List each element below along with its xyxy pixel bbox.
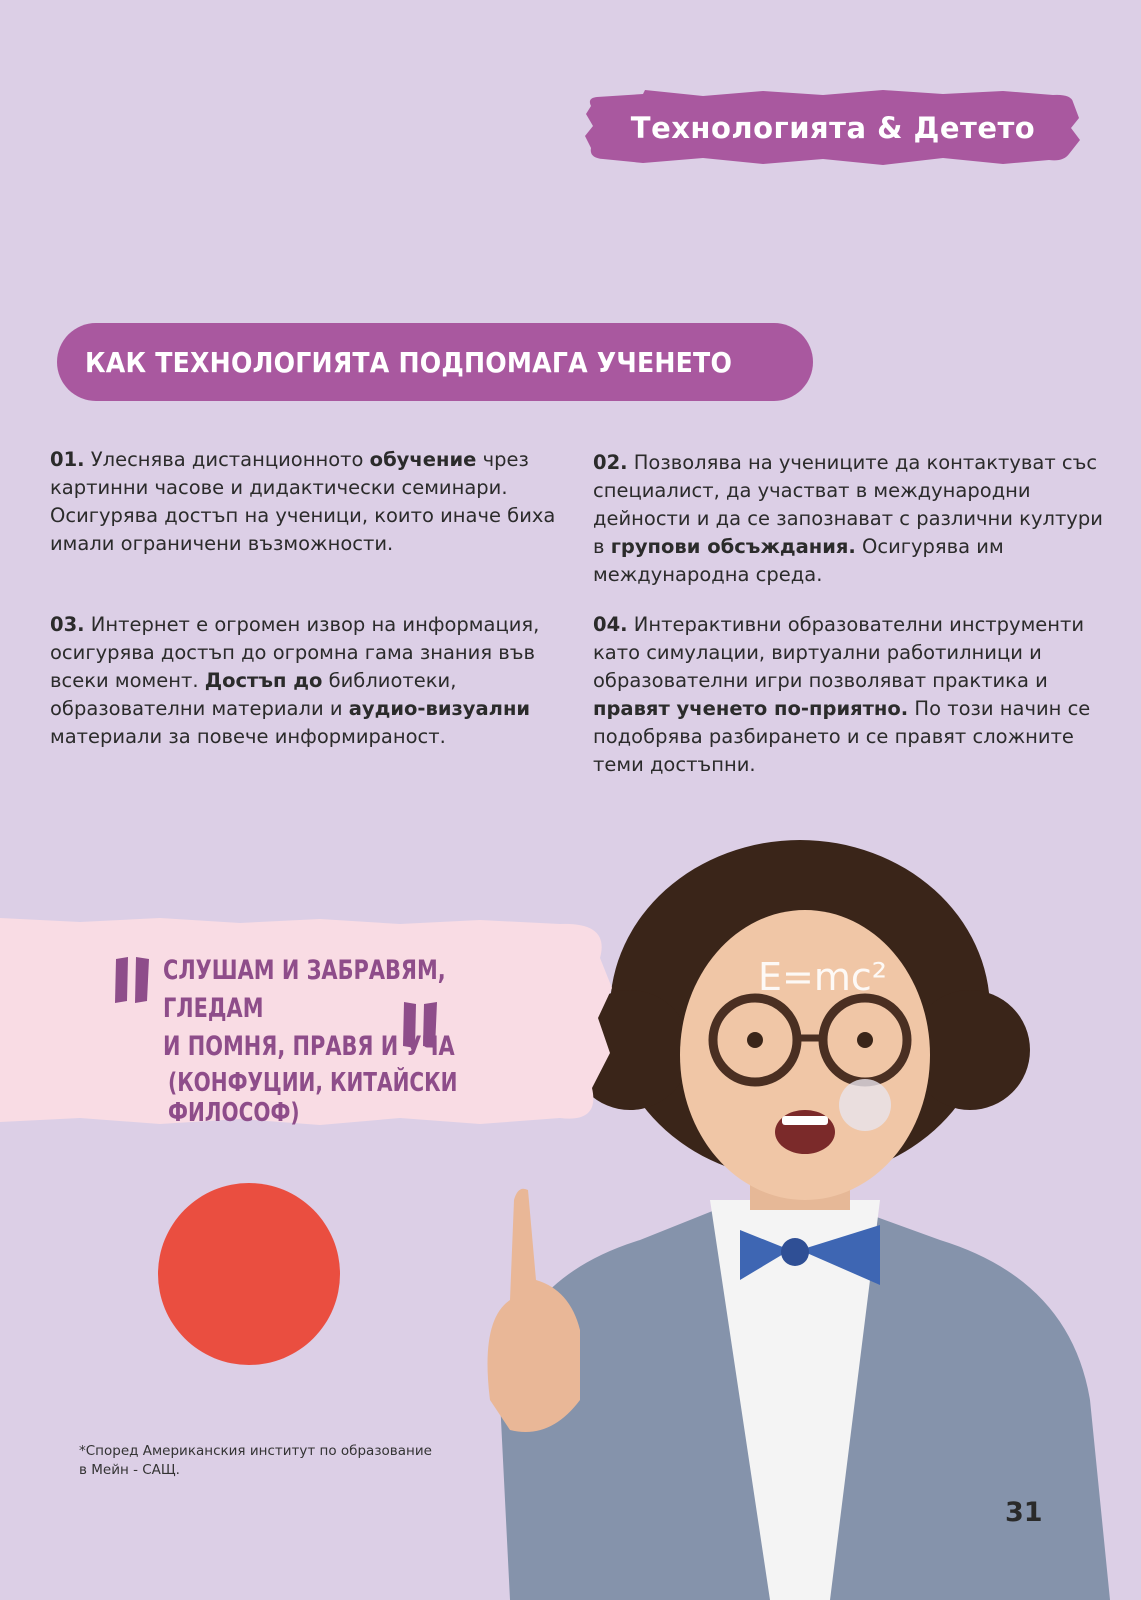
forehead-formula: E=mc² <box>758 955 887 999</box>
point-text: Осигурява им международна среда. <box>593 535 1004 586</box>
point-emphasis: обучение <box>369 448 477 471</box>
point-text: библиотеки, образователни материали и <box>50 669 457 720</box>
point-03 <box>50 611 580 751</box>
header-brush-banner <box>583 88 1083 168</box>
section-title-pill <box>57 323 813 401</box>
open-quote-icon <box>113 955 153 1005</box>
point-number: 04. <box>593 613 628 636</box>
point-number: 03. <box>50 613 85 636</box>
quote-line-2: И ПОМНЯ, ПРАВЯ И УЧА <box>163 1031 455 1062</box>
footnote <box>79 1442 459 1480</box>
footnote-line-1: *Според Американския институт по образование <box>79 1443 432 1459</box>
point-emphasis: аудио-визуални <box>348 697 531 720</box>
quote-line-1: СЛУШАМ И ЗАБРАВЯМ, ГЛЕДАМ <box>163 955 446 1024</box>
red-circle-decoration <box>158 1183 340 1365</box>
point-text: материали за повече информираност. <box>50 725 446 748</box>
section-title: КАК ТЕХНОЛОГИЯТА ПОДПОМАГА УЧЕНЕТО <box>85 345 733 379</box>
point-emphasis: Достъп до <box>204 669 323 692</box>
quote-text <box>163 952 490 1066</box>
point-emphasis: групови обсъждания. <box>610 535 856 558</box>
point-text: Интернет е огромен извор на информация, осигурява достъп до огромна гама знания във всеки момент. <box>50 613 540 692</box>
point-number: 02. <box>593 451 628 474</box>
point-04 <box>593 611 1113 779</box>
point-text: Позволява на учениците да контактуват със специалист, да участват в международни дейности и да се запознават с различни култури в <box>593 451 1103 558</box>
page-number: 31 <box>1005 1497 1043 1528</box>
point-01 <box>50 446 570 558</box>
point-text: По този начин се подобрява разбирането и се правят сложните теми достъпни. <box>593 697 1091 776</box>
point-emphasis: правят ученето по-приятно. <box>593 697 909 720</box>
point-text: чрез картинни часове и дидактически семинари. Осигурява достъп на ученици, които иначе биха имали ограничени възможности. <box>50 448 556 555</box>
header-title: Технологията & Детето <box>630 111 1036 145</box>
quote-author: (КОНФУЦИИ, КИТАЙСКИ ФИЛОСОФ) <box>168 1068 458 1128</box>
point-number: 01. <box>50 448 85 471</box>
point-02 <box>593 449 1113 589</box>
point-text: Интерактивни образователни инструменти като симулации, виртуални работилници и образователни игри позволяват практика и <box>593 613 1085 692</box>
point-text: Улеснява дистанционното <box>84 448 370 471</box>
footnote-line-2: в Мейн - САЩ. <box>79 1462 180 1478</box>
